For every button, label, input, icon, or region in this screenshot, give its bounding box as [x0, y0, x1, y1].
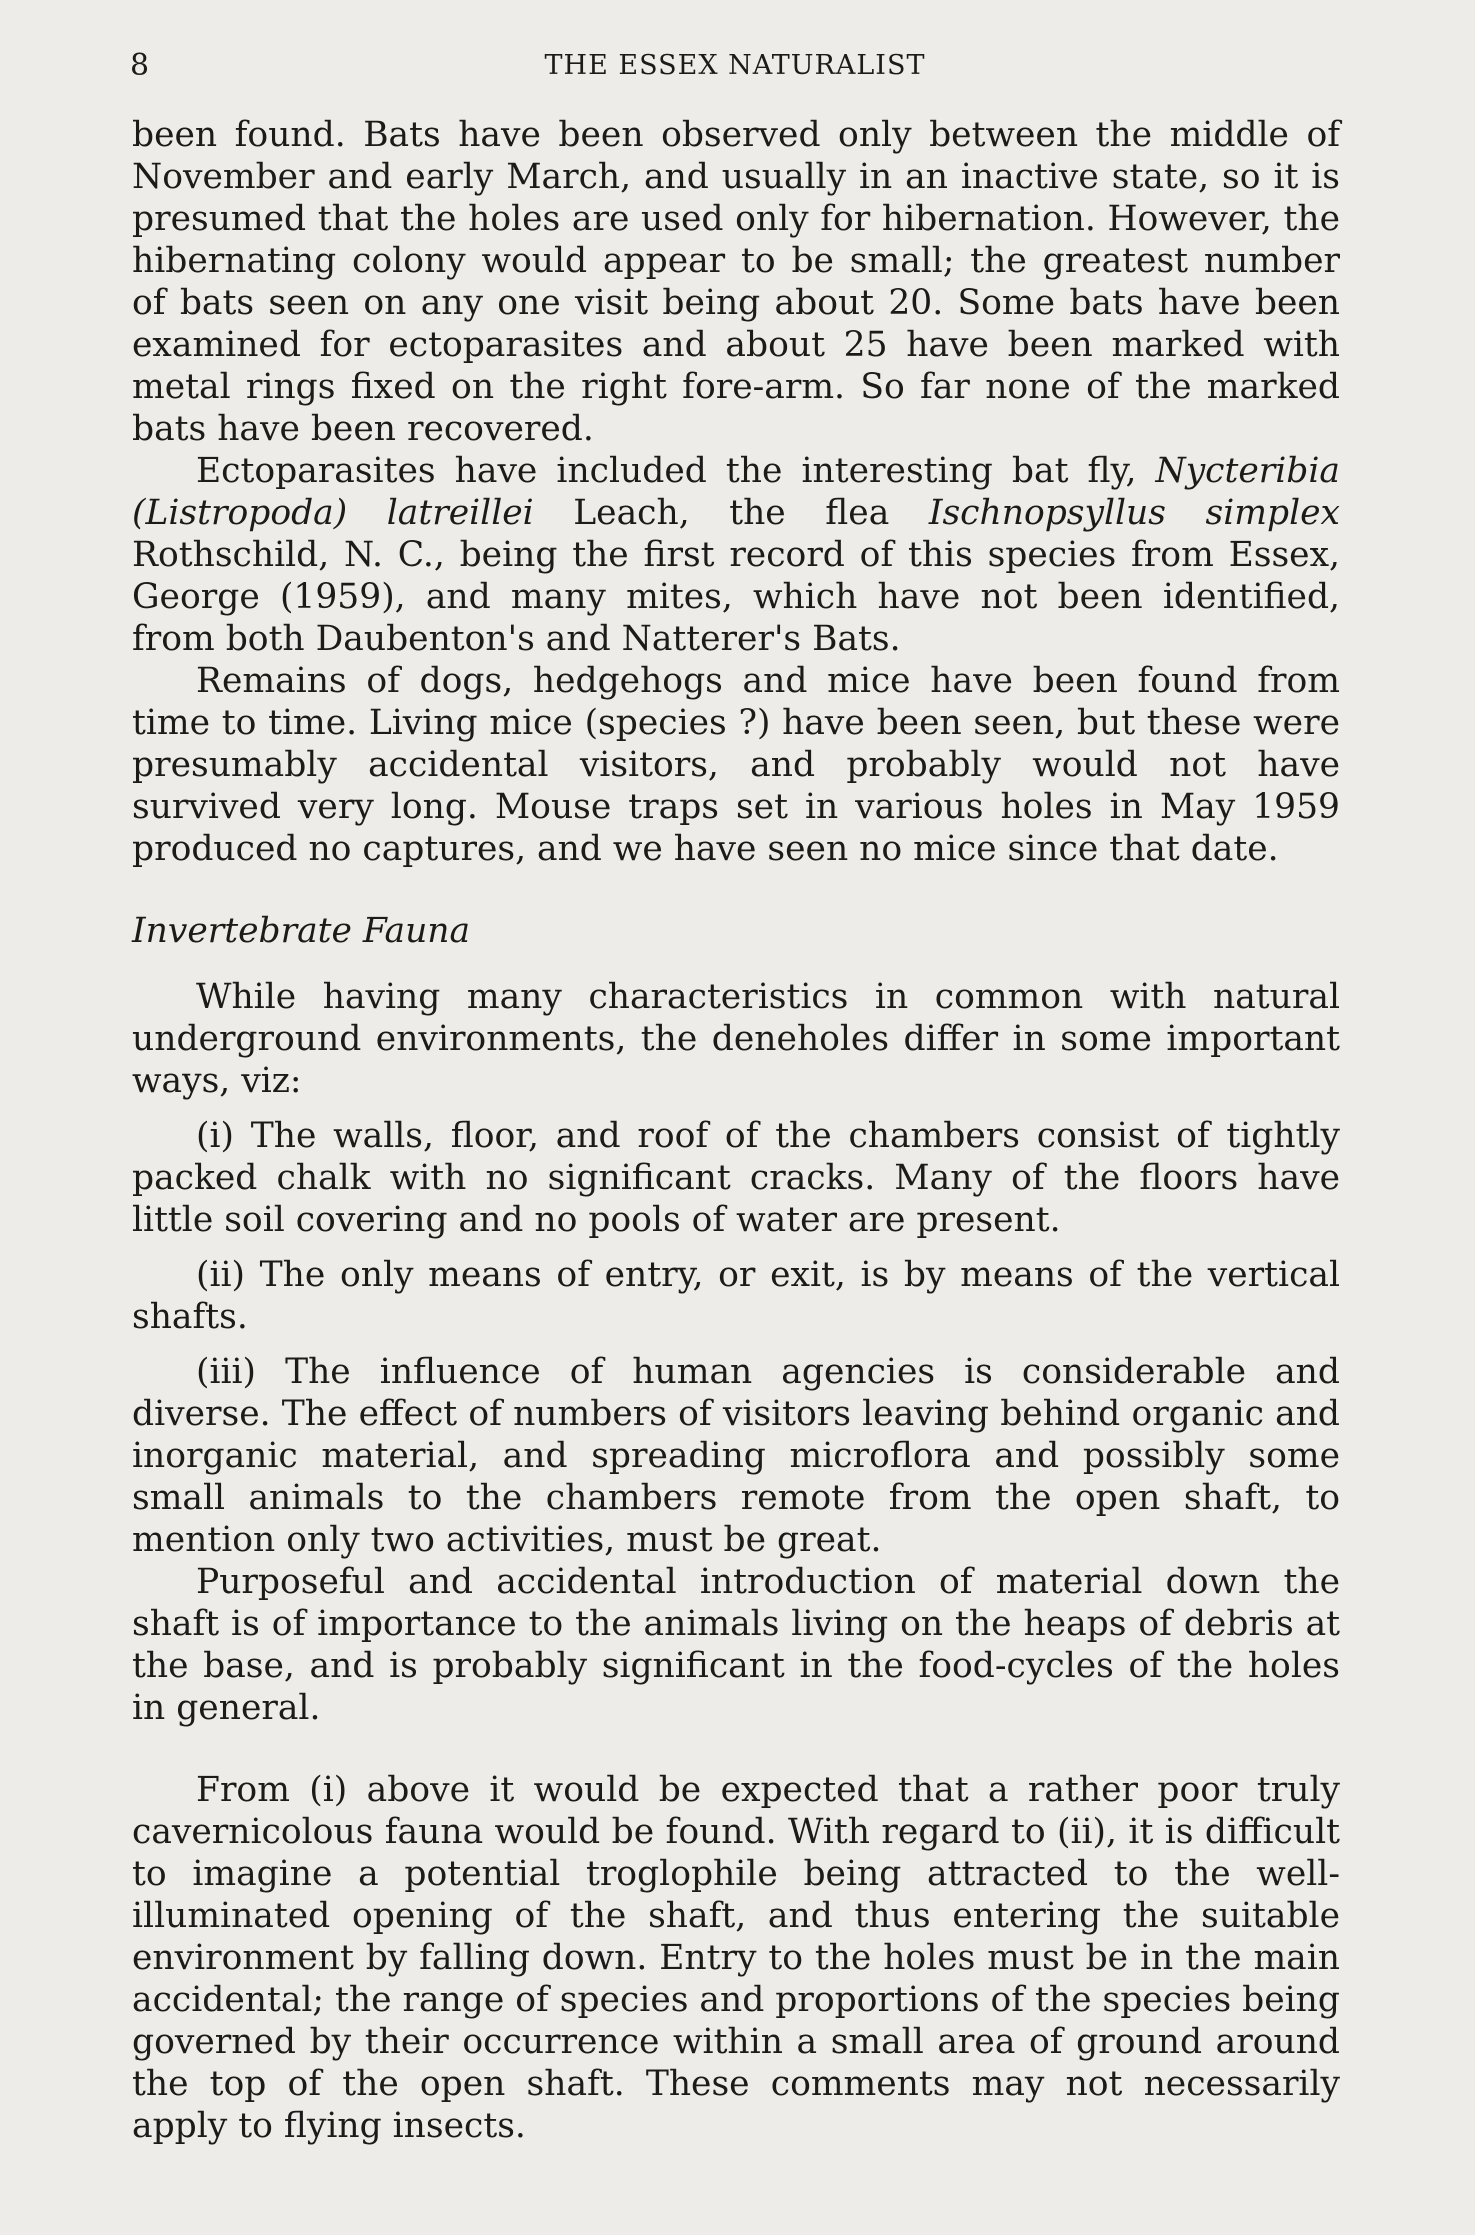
paragraph-ectoparasites — [132, 450, 1340, 660]
paragraph-purposeful: Purposeful and accidental introduction of material down the shaft is of importance to the animals living on the heaps of debris at the base, and is probably significant in the food-cycles of the holes in general. — [132, 1562, 1340, 1728]
body-text — [132, 114, 1340, 2147]
species-name: Nycteribia (Listropoda) latreillei — [132, 451, 1340, 533]
list-item-i: (i) The walls, floor, and roof of the chambers consist of tightly packed chalk with no significant cracks. Many of the floors have little soil covering and no pools of water are present. — [132, 1116, 1340, 1240]
list-item-iii: (iii) The influence of human agencies is considerable and diverse. The effect of numbers of visitors leaving behind organic and inorganic material, and spreading microflora and possibly some small animals to the chambers remote from the open shaft, to mention only two activities, must be great. — [132, 1352, 1340, 1560]
text-run: Rothschild, N. C., being the first record of this species from Essex, George (1959), and many mites, which have not been identified, from both Daubenton's and Natterer's Bats. — [132, 535, 1340, 659]
running-title: THE ESSEX NATURALIST — [544, 50, 926, 81]
species-name: Ischnopsyllus simplex — [928, 493, 1340, 533]
paragraph-from: From (i) above it would be expected that a rather poor truly cavernicolous fauna would be found. With regard to (ii), it is difficult to imagine a potential troglophile being attracted to the well-illuminated opening of the shaft, and thus entering the suitable environment by falling down. Entry to the holes must be in the main accidental; the range of species and proportions of the species being governed by their occurrence within a small area of ground around the top of the open shaft. These comments may not necessarily apply to flying insects. — [132, 1770, 1340, 2146]
page-number: 8 — [130, 48, 151, 83]
section-heading: Invertebrate Fauna — [132, 911, 471, 951]
paragraph-bats: been found. Bats have been observed only between the middle of November and early March, and usually in an inactive state, so it is presumed that the holes are used only for hibernation. However, the hibernating colony would appear to be small; the greatest number of bats seen on any one visit being about 20. Some bats have been examined for ectoparasites and about 25 have been marked with metal rings fixed on the right fore-arm. So far none of the marked bats have been recovered. — [132, 115, 1340, 449]
paragraph-remains: Remains of dogs, hedgehogs and mice have been found from time to time. Living mice (species ?) have been seen, but these were presumably accidental visitors, and probably would not have survived very long. Mouse traps set in various holes in May 1959 produced no captures, and we have seen no mice since that date. — [132, 661, 1340, 869]
text-run: Leach, the flea — [533, 493, 929, 533]
paragraph-intro: While having many characteristics in common with natural underground environments, the deneholes differ in some important ways, viz: — [132, 977, 1340, 1101]
page-header — [130, 48, 1340, 92]
list-item-ii: (ii) The only means of entry, or exit, is by means of the vertical shafts. — [132, 1255, 1340, 1337]
text-run: Ectoparasites have included the interesting bat fly, — [196, 451, 1156, 491]
